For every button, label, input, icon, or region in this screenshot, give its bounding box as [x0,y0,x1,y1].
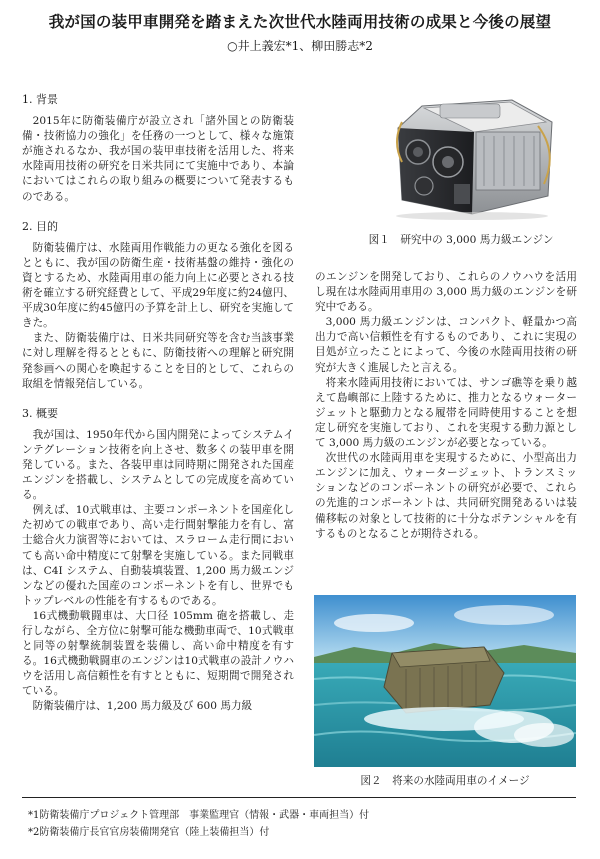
paper-title: 我が国の装甲車開発を踏まえた次世代水陸両用技術の成果と今後の展望 [48,12,552,31]
paragraph-purpose-1: 防衛装備庁は、水陸両用作戦能力の更なる強化を図るとともに、我が国の防衛生産・技術基盤の維持・強化の資とするため、水陸両用車の能力向上に必要とされる技術を確立する研究経費として、平成29年度に約24億円、平成30年度に約45億円の予算を計上し、研究を実施してきた。 [22,241,294,330]
paragraph-overview-1: 我が国は、1950年代から国内開発によってシステムインテグレーション技術を向上させ、数多くの装甲車を開発している。また、各装甲車は同時期に開発された国産エンジンを搭載し、システムとしての完成度を高めている。 [22,428,294,502]
paragraph-right-4: 次世代の水陸両用車を実現するために、小型高出力エンジンに加え、ウォータージェット、トランスミッションなどのコンポーネントの研究が必要で、これらの先進的コンポーネントは、共同研究開発あるいは装備移転の対象として技術的に十分なポテンシャルを有するものとなることが期待される。 [315,452,577,540]
left-column [22,92,294,715]
paragraph-overview-4: 防衛装備庁は、1,200 馬力級及び 600 馬力級 [32,700,253,713]
heading-background: 1. 背景 [22,93,58,106]
right-column [315,270,577,542]
figure-2-caption: 図２ 将来の水陸両用車のイメージ [360,775,530,787]
paragraph-overview-2: 例えば、10式戦車は、主要コンポーネントを国産化した初めての戦車であり、高い走行間射撃能力を有し、富士総合火力演習等においては、スラローム走行間においても高い命中精度にて射撃を実施している。また同戦車は、C4I システム、自動装填装置、1,200 馬力級エンジンなどの優れた国産のコンポーネントを有し、世界でもトップレベルの性能を有するものである。 [22,504,294,607]
footnote-2: *2防衛装備庁長官官房装備開発官（陸上装備担当）付 [28,827,270,838]
heading-purpose: 2. 目的 [22,219,58,233]
paragraph-background-1: 2015年に防衛装備庁が設立され「諸外国との防衛装備・技術協力の強化」を任務の一つとして、様々な施策が施されるなか、我が国の装甲車技術を活用した、将来水陸両用技術の研究を日米共同にて実施中であり、本論においてはこれらの取り組みの概要について発表するものである。 [22,115,294,203]
amphibious-vehicle-figure [314,595,576,767]
figure-1-caption: 図１ 研究中の 3,000 馬力級エンジン [368,234,554,246]
heading-overview: 3. 概要 [22,406,58,420]
authors: ○井上義宏*1、柳田勝志*2 [227,39,373,53]
footnote-1: *1防衛装備庁プロジェクト管理部 事業監理官（情報・武器・車両担当）付 [28,810,370,821]
engine-figure [362,92,568,222]
paragraph-purpose-2: また、防衛装備庁は、日米共同研究等を含む当該事業に対し理解を得るとともに、防衛技術への理解と研究開発参画への関心を喚起することを目的として、これらの取組を情報発信している。 [22,332,294,390]
paragraph-right-3: 将来水陸両用技術においては、サンゴ礁等を乗り越えて島嶼部に上陸するために、推力となるウォータージェットと駆動力となる履帯を同時使用することを想定し研究を実施しており、これを実現する動力源として 3,000 馬力級のエンジンが必要となっている。 [315,376,577,450]
paragraph-right-2: 3,000 馬力級エンジンは、コンパクト、軽量かつ高出力で高い信頼性を有するものであり、これに実現の目処が立ったことによって、今後の水陸両用技術の研究が大きく進展したと言える。 [315,316,577,374]
footnote-divider [22,797,576,798]
paragraph-right-1: のエンジンを開発しており、これらのノウハウを活用し現在は水陸両用車用の 3,000 馬力級のエンジンを研究中である。 [315,271,577,314]
paragraph-overview-3: 16式機動戦闘車は、大口径 105mm 砲を搭載し、走行しながら、全方位に射撃可能な機動車両で、10式戦車と同等の射撃統制装置を装備し、高い命中精度を有する。16式機動戦闘車のエンジンは10式戦車の設計ノウハウを活用し高信頼性を有すとともに、短期間で開発されている。 [22,609,294,698]
